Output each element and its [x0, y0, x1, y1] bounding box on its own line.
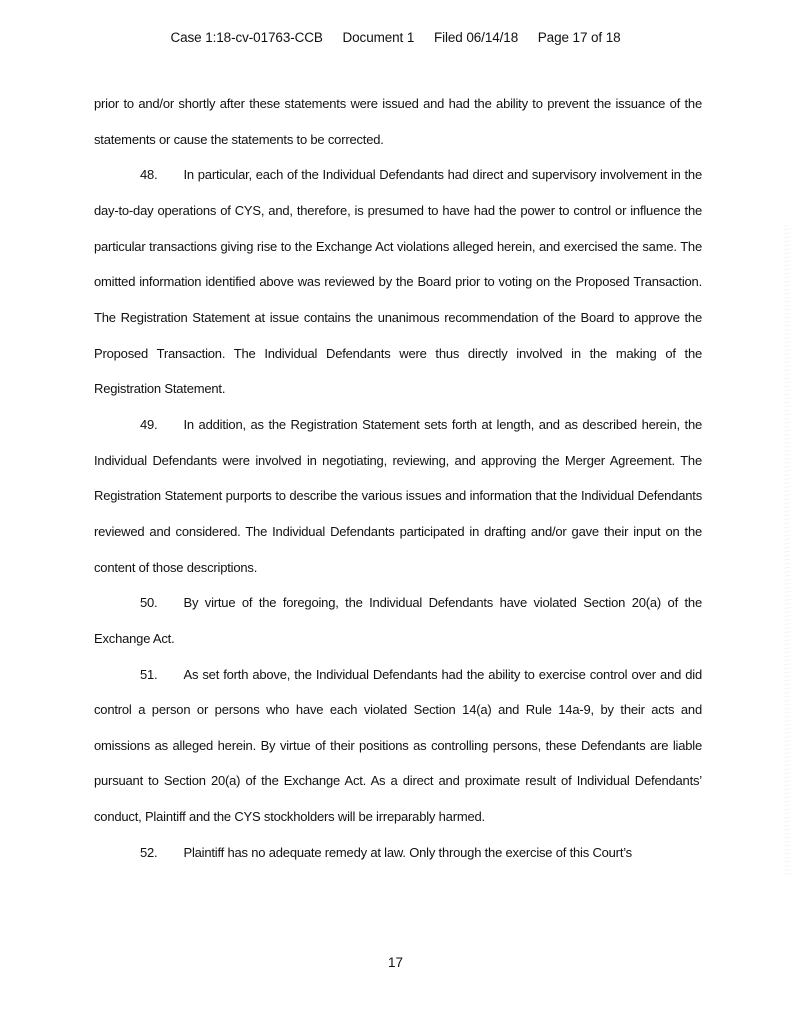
paragraph-continuation — [94, 86, 702, 157]
paragraph-50 — [94, 585, 702, 656]
filed-date: Filed 06/14/18 — [433, 30, 519, 45]
document-number: Document 1 — [342, 30, 415, 45]
paragraph-text: In addition, as the Registration Statement sets forth at length, and as described herein, the Individual Defendants were involved in negotiating, reviewing, and approving the Merger Agreement. The Registration Statement purports to describe the various issues and information that the Individual Defendants reviewed and considered. The Individual Defendants participated in drafting and/or gave their input on the content of those descriptions. — [94, 416, 702, 575]
page-number: 17 — [387, 955, 404, 970]
paragraph-number: 49. — [140, 416, 158, 432]
document-body — [94, 86, 702, 870]
paragraph-number: 48. — [140, 167, 158, 183]
document-header — [0, 30, 791, 45]
paragraph-text: As set forth above, the Individual Defendants had the ability to exercise control over and did control a person or persons who have each violated Section 14(a) and Rule 14a-9, by their acts and omissions as alleged herein. By virtue of their positions as controlling persons, these Defendants are liable pursuant to Section 20(a) of the Exchange Act. As a direct and proximate result of Individual Defendants’ conduct, Plaintiff and the CYS stockholders will be irreparably harmed. — [94, 666, 702, 825]
paragraph-text: In particular, each of the Individual Defendants had direct and supervisory involvement in the day-to-day operations of CYS, and, therefore, is presumed to have had the power to control or influence the particular transactions giving rise to the Exchange Act violations alleged herein, and exercised the same. The omitted information identified above was reviewed by the Board prior to voting on the Proposed Transaction. The Registration Statement at issue contains the unanimous recommendation of the Board to approve the Proposed Transaction. The Individual Defendants were thus directly involved in the making of the Registration Statement. — [94, 167, 702, 397]
paragraph-51 — [94, 657, 702, 835]
scan-noise-artifact — [784, 225, 791, 875]
paragraph-text: Plaintiff has no adequate remedy at law. Only through the exercise of this Court’s — [183, 844, 632, 860]
document-footer — [0, 955, 791, 970]
page-indicator: Page 17 of 18 — [537, 30, 621, 45]
paragraph-52 — [94, 835, 702, 871]
paragraph-text: By virtue of the foregoing, the Individual Defendants have violated Section 20(a) of the Exchange Act. — [94, 595, 702, 646]
case-number: Case 1:18-cv-01763-CCB — [170, 30, 323, 45]
paragraph-number: 50. — [140, 595, 158, 611]
paragraph-number: 52. — [140, 844, 158, 860]
paragraph-number: 51. — [140, 666, 158, 682]
paragraph-49 — [94, 407, 702, 585]
paragraph-48 — [94, 157, 702, 407]
paragraph-text: prior to and/or shortly after these statements were issued and had the ability to prevent the issuance of the statements or cause the statements to be corrected. — [94, 96, 702, 147]
